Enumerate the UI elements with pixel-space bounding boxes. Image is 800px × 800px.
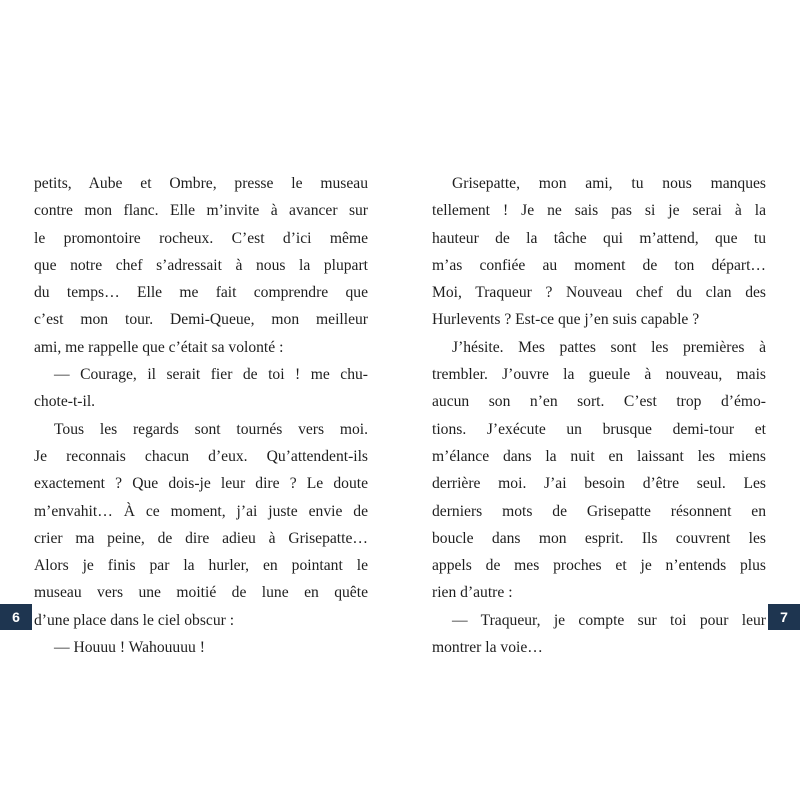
text-line: derrière moi. J’ai besoin d’être seul. Les (432, 475, 766, 493)
left-page-text (34, 170, 368, 661)
text-line: que notre chef s’adressait à nous la plupart (34, 256, 368, 274)
right-page-text (432, 170, 766, 661)
text-line: montrer la voie… (432, 639, 543, 657)
text-line: appels de mes proches et je n’entends plus (432, 557, 766, 575)
text-line: Tous les regards sont tournés vers moi. (54, 420, 368, 438)
text-line: aucun son n’en sort. C’est trop d’émo- (432, 393, 766, 411)
text-line: chote-t-il. (34, 393, 96, 411)
text-line: Alors je finis par la hurler, en pointant le (34, 557, 368, 575)
page-number-left: 6 (0, 604, 32, 630)
text-line: ami, me rappelle que c’était sa volonté : (34, 338, 284, 356)
text-line: trembler. J’ouvre la gueule à nouveau, mais (432, 366, 766, 384)
text-line: J’hésite. Mes pattes sont les premières à (452, 338, 766, 356)
text-line: du temps… Elle me fait comprendre que (34, 284, 368, 302)
text-line: m’as confiée au moment de ton départ… (432, 256, 766, 274)
text-line: m’envahit… À ce moment, j’ai juste envie de (34, 502, 368, 520)
text-line: exactement ? Que dois-je leur dire ? Le doute (34, 475, 368, 493)
text-line: le promontoire rocheux. C’est d’ici même (34, 229, 368, 247)
text-line: Hurlevents ? Est-ce que j’en suis capable ? (432, 311, 700, 329)
text-line: tions. J’exécute un brusque demi-tour et (432, 420, 766, 438)
text-line: — Traqueur, je compte sur toi pour leur (452, 611, 766, 629)
text-line: petits, Aube et Ombre, presse le museau (34, 175, 368, 192)
text-line: tellement ! Je ne sais pas si je serai à la (432, 202, 766, 220)
text-line: rien d’autre : (432, 584, 513, 602)
text-line: crier ma peine, de dire adieu à Grisepatte… (34, 529, 368, 547)
text-line: boucle dans mon esprit. Ils couvrent les (432, 529, 766, 547)
text-line: Grisepatte, mon ami, tu nous manques (452, 175, 766, 192)
text-line: — Courage, il serait fier de toi ! me chu- (54, 366, 368, 384)
text-line: museau vers une moitié de lune en quête (34, 584, 368, 602)
text-line: hauteur de la tâche qui m’attend, que tu (432, 229, 766, 247)
text-line: m’élance dans la nuit en laissant les miens (432, 447, 766, 465)
text-line: Moi, Traqueur ? Nouveau chef du clan des (432, 284, 766, 302)
text-line: contre mon flanc. Elle m’invite à avancer sur (34, 202, 368, 220)
text-line: Je reconnais chacun d’eux. Qu’attendent-ils (34, 447, 368, 465)
text-line: derniers mots de Grisepatte résonnent en (432, 502, 766, 520)
text-line: d’une place dans le ciel obscur : (34, 611, 235, 629)
page-number-right: 7 (768, 604, 800, 630)
text-line: c’est mon tour. Demi-Queue, mon meilleur (34, 311, 368, 329)
text-line: — Houuu ! Wahouuuu ! (54, 639, 205, 657)
